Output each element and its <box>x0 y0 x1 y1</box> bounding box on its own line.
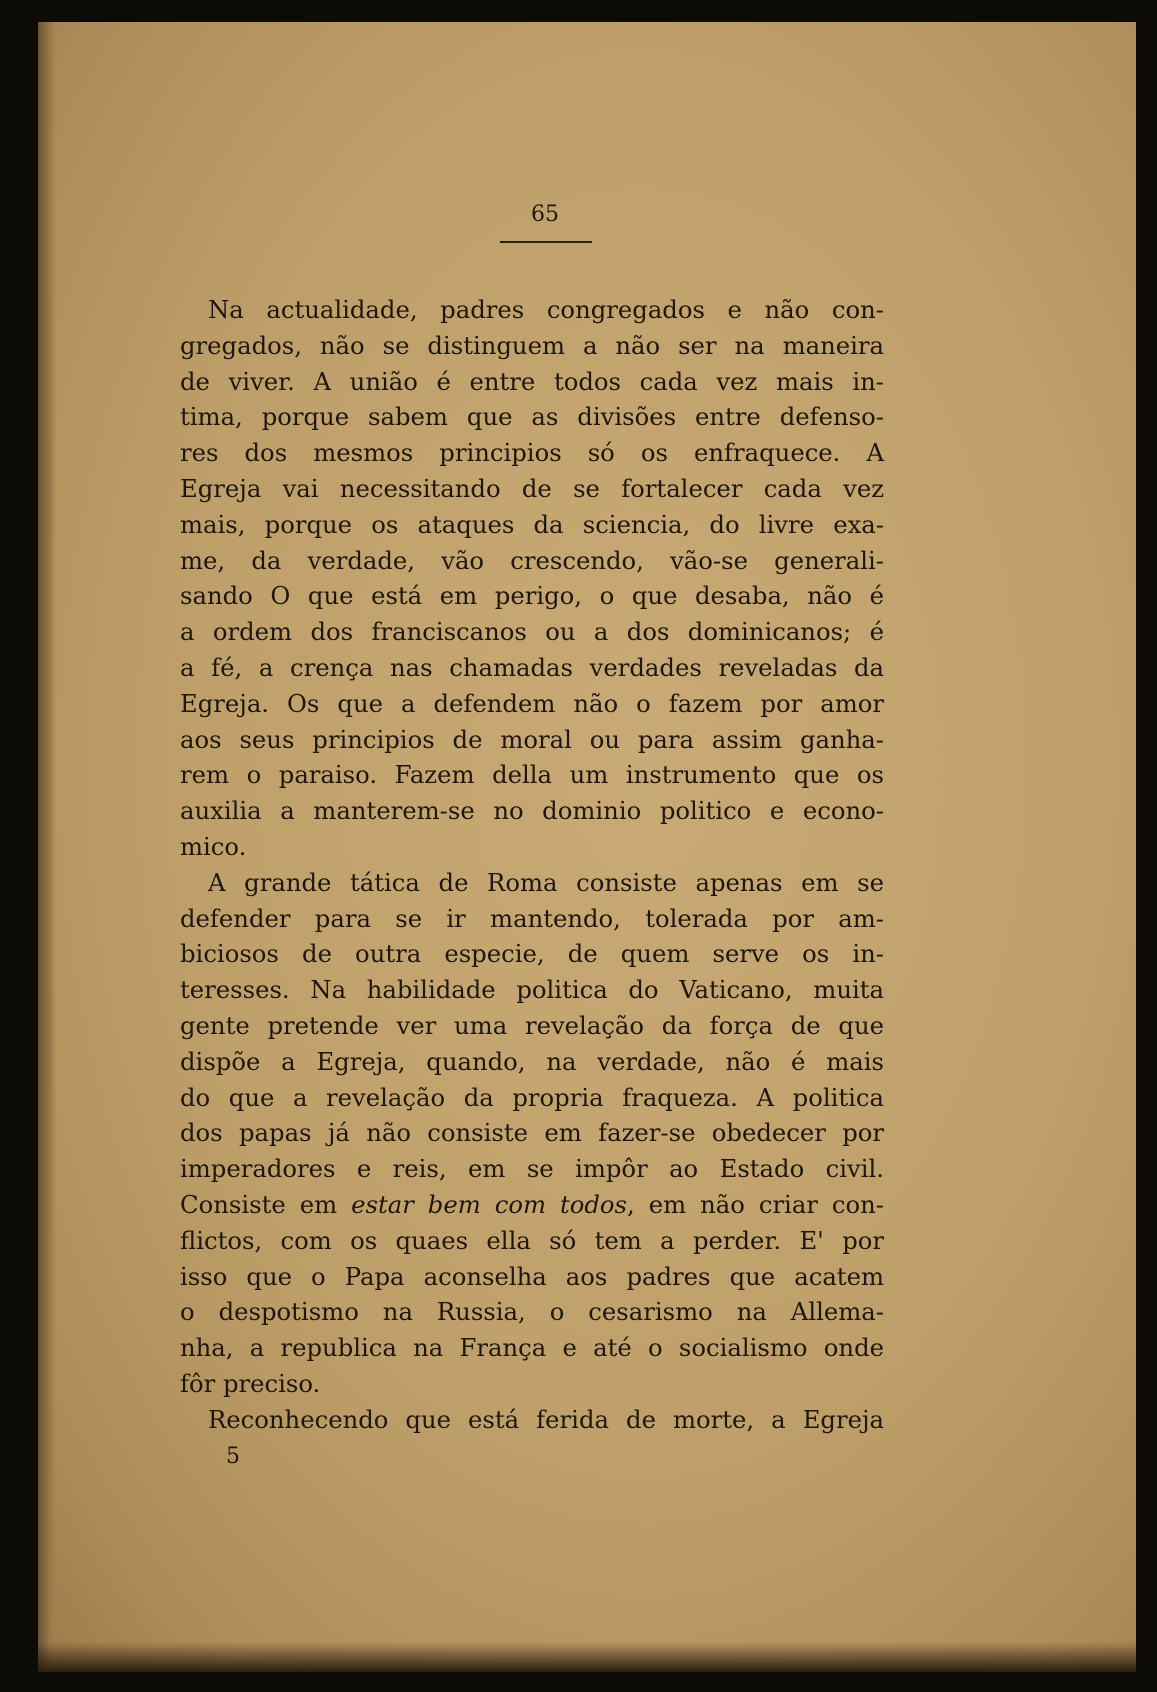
body-text <box>180 292 884 1438</box>
text-line: dispõe a Egreja, quando, na verdade, não é mais <box>180 1046 884 1076</box>
text-line <box>180 1187 884 1223</box>
text-segment: , em não criar con- <box>627 1189 884 1219</box>
text-line: auxilia a manterem-se no dominio politico e econo- <box>180 796 884 826</box>
text-line: fôr preciso. <box>180 1368 321 1398</box>
text-line: sando O que está em perigo, o que desaba, não é <box>180 581 884 611</box>
text-line: defender para se ir mantendo, tolerada por am- <box>180 903 884 933</box>
page-gutter-shadow <box>38 22 56 1672</box>
text-line: Na actualidade, padres congregados e não con- <box>208 295 884 324</box>
signature-mark: 5 <box>226 1444 240 1469</box>
book-page <box>38 22 1136 1672</box>
text-line: nha, a republica na França e até o socialismo onde <box>180 1333 884 1363</box>
text-line: aos seus principios de moral ou para assim ganha- <box>180 724 884 754</box>
text-line: a fé, a crença nas chamadas verdades reveladas da <box>180 652 884 682</box>
text-line: A grande tática de Roma consiste apenas em se <box>208 867 884 897</box>
text-line: flictos, com os quaes ella só tem a perder. E' por <box>180 1225 884 1255</box>
text-line: Egreja vai necessitando de se fortalecer cada vez <box>180 473 884 503</box>
text-line: isso que o Papa aconselha aos padres que acatem <box>180 1261 884 1291</box>
text-line: Reconhecendo que está ferida de morte, a Egreja <box>208 1404 884 1434</box>
text-line: imperadores e reis, em se impôr ao Estado civil. <box>180 1154 884 1184</box>
italic-phrase: estar bem com todos <box>351 1189 628 1219</box>
text-line: o despotismo na Russia, o cesarismo na Allema- <box>180 1297 884 1327</box>
text-line: mais, porque os ataques da sciencia, do livre exa- <box>180 509 884 539</box>
text-line: rem o paraiso. Fazem della um instrumento que os <box>180 760 884 790</box>
header-rule <box>500 241 592 243</box>
text-line: dos papas já não consiste em fazer-se obedecer por <box>180 1118 884 1148</box>
page-bottom-shadow <box>38 1642 1136 1672</box>
text-line: res dos mesmos principios só os enfraquece. A <box>180 438 884 468</box>
text-line: de viver. A união é entre todos cada vez mais in- <box>180 366 884 396</box>
text-line: gregados, não se distinguem a não ser na maneira <box>180 330 884 360</box>
text-line: gente pretende ver uma revelação da força de que <box>180 1010 884 1040</box>
page-number: 65 <box>531 202 559 227</box>
text-line: biciosos de outra especie, de quem serve os in- <box>180 939 884 969</box>
text-line: tima, porque sabem que as divisões entre defenso- <box>180 402 884 432</box>
text-segment: Consiste em <box>180 1189 352 1219</box>
text-line: Egreja. Os que a defendem não o fazem por amor <box>180 688 884 718</box>
text-line: teresses. Na habilidade politica do Vaticano, muita <box>180 975 884 1005</box>
text-line: a ordem dos franciscanos ou a dos dominicanos; é <box>180 617 884 647</box>
text-line: me, da verdade, vão crescendo, vão-se generali- <box>180 545 884 575</box>
text-line: do que a revelação da propria fraqueza. A politica <box>180 1082 884 1112</box>
text-line: mico. <box>180 831 247 861</box>
